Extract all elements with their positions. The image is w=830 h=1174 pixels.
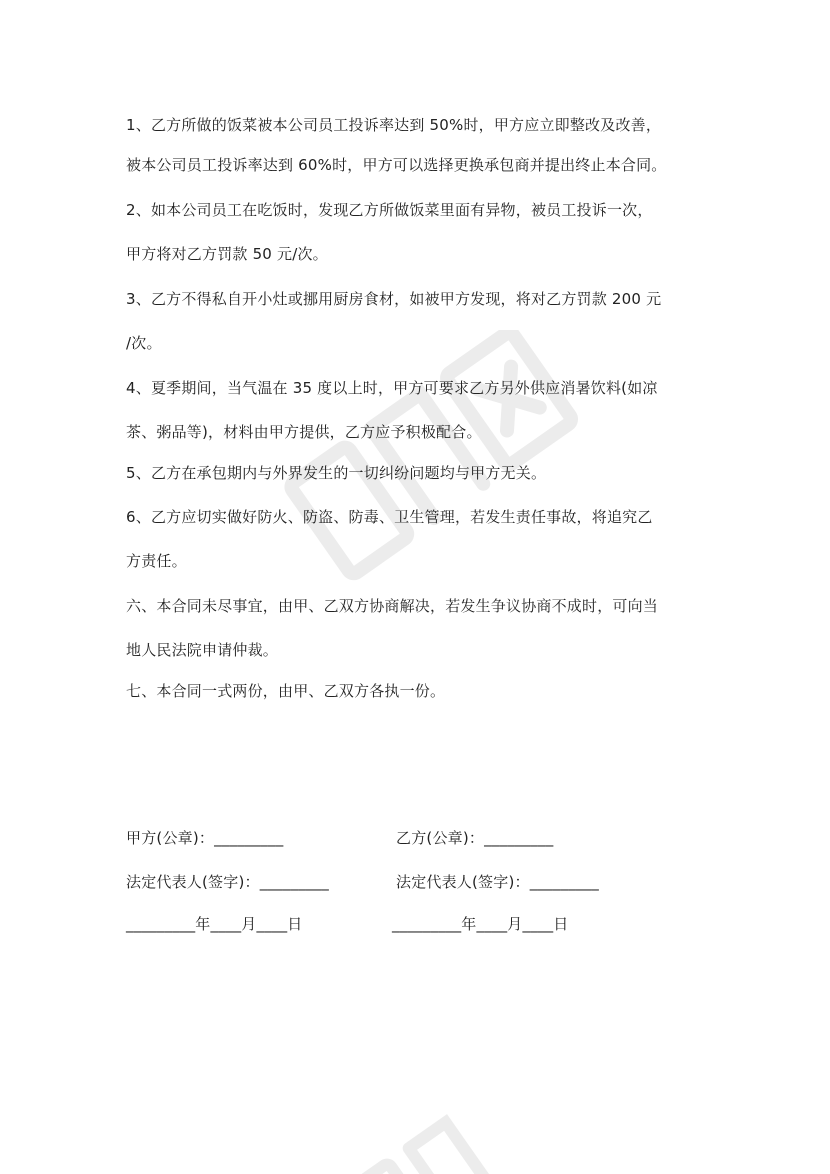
clause-line: 被本公司员工投诉率达到 60%时，甲方可以选择更换承包商并提出终止本合同。 — [126, 156, 667, 174]
clause-line: 六、本合同未尽事宜，由甲、乙双方协商解决，若发生争议协商不成时，可向当 — [126, 597, 659, 615]
party-b-date: _________年____月____日 — [392, 915, 569, 933]
clause-line: 5、乙方在承包期内与外界发生的一切纠纷问题均与甲方无关。 — [126, 464, 547, 482]
party-b-seal: 乙方(公章)：_________ — [396, 829, 554, 847]
clause-line: 2、如本公司员工在吃饭时，发现乙方所做饭菜里面有异物，被员工投诉一次， — [126, 201, 653, 219]
watermark-graphic — [260, 330, 600, 590]
clause-line: 6、乙方应切实做好防火、防盗、防毒、卫生管理，若发生责任事故，将追究乙 — [126, 508, 653, 526]
party-a-representative: 法定代表人(签字)：_________ — [126, 873, 330, 891]
clause-line: 4、夏季期间，当气温在 35 度以上时，甲方可要求乙方另外供应消暑饮料(如凉 — [126, 379, 658, 397]
party-b-representative: 法定代表人(签字)：_________ — [396, 873, 600, 891]
party-a-date: _________年____月____日 — [126, 915, 303, 933]
clause-line: /次。 — [126, 334, 162, 352]
watermark-graphic-bottom — [330, 1090, 530, 1174]
clause-line: 茶、粥品等)，材料由甲方提供，乙方应予积极配合。 — [126, 423, 482, 441]
clause-line: 甲方将对乙方罚款 50 元/次。 — [126, 245, 328, 263]
clause-line: 地人民法院申请仲裁。 — [126, 641, 279, 659]
clause-line: 方责任。 — [126, 552, 187, 570]
party-a-seal: 甲方(公章)：_________ — [126, 829, 284, 847]
clause-line: 七、本合同一式两份，由甲、乙双方各执一份。 — [126, 682, 446, 700]
clause-line: 3、乙方不得私自开小灶或挪用厨房食材，如被甲方发现，将对乙方罚款 200 元 — [126, 290, 662, 308]
clause-line: 1、乙方所做的饭菜被本公司员工投诉率达到 50%时，甲方应立即整改及改善， — [126, 116, 662, 134]
